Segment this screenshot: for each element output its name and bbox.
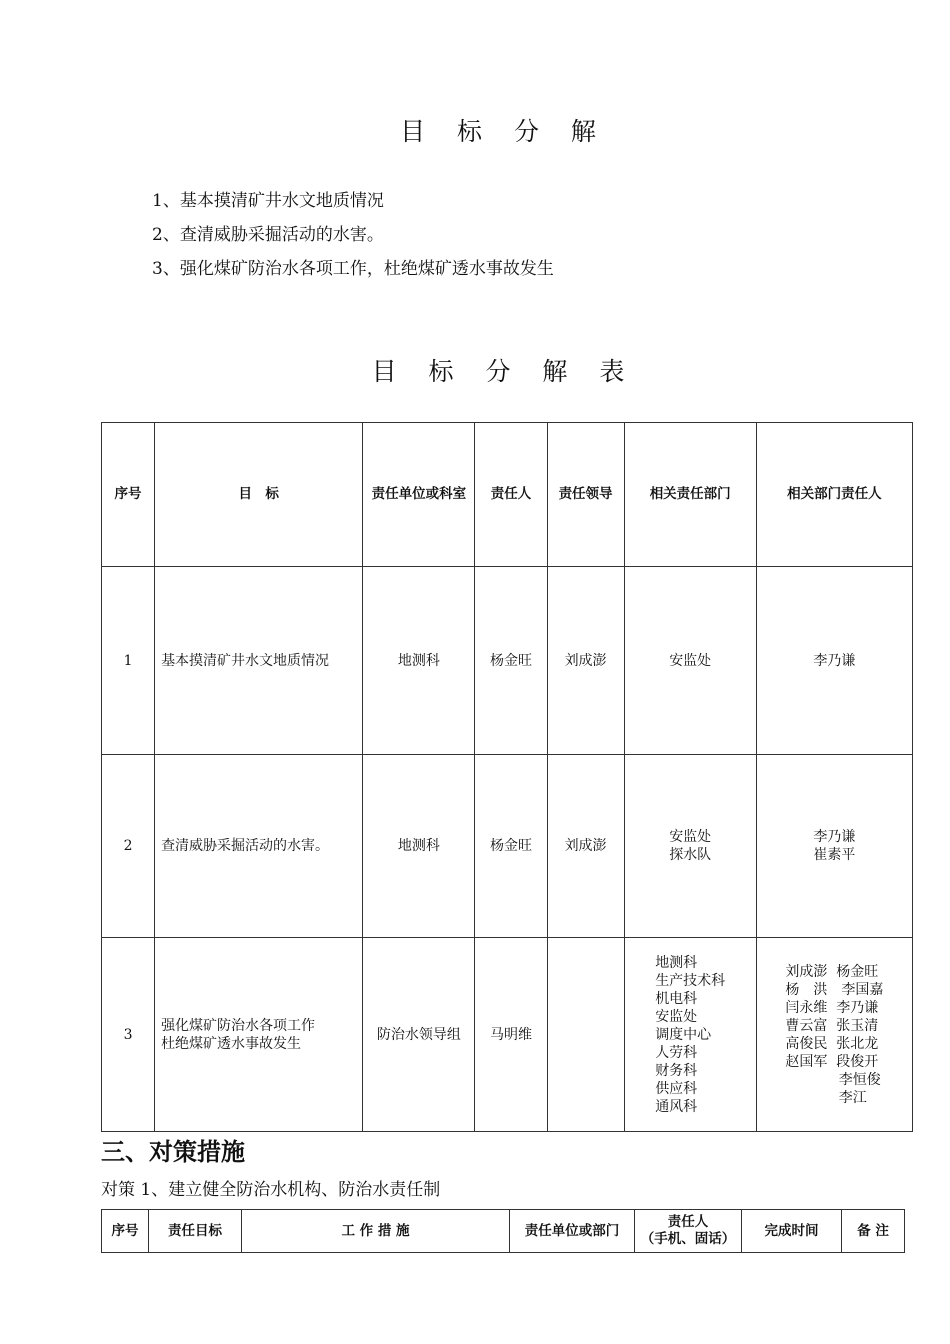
row-dept-persons <box>756 567 912 755</box>
row-dept-persons-text: 刘成澎 杨金旺 杨 洪 李国嘉 闫永维 李乃谦 曹云富 张玉清 高俊民 张北龙 赵国军 段俊开 李恒俊 李江 <box>785 963 884 1106</box>
header-cell <box>635 1210 742 1253</box>
row-depts-text: 安监处 探水队 <box>669 829 712 863</box>
header-cell: 责任目标 <box>149 1210 242 1253</box>
goal-item: 3、强化煤矿防治水各项工作，杜绝煤矿透水事故发生 <box>152 259 554 279</box>
table-row <box>102 938 913 1132</box>
row-dept-persons <box>756 755 912 938</box>
row-number: 1 <box>102 567 155 755</box>
goal-breakdown-table <box>101 422 913 1132</box>
row-goal: 基本摸清矿井水文地质情况 <box>155 567 363 755</box>
header-cell-text: 责任人 （手机、固话） <box>640 1214 736 1247</box>
page-heading: 目 标 分 解 <box>400 117 608 146</box>
table-header-row <box>102 1210 905 1253</box>
header-cell: 责任单位或科室 <box>363 423 475 567</box>
header-cell: 责任单位或部门 <box>510 1210 635 1253</box>
row-unit: 地测科 <box>363 755 475 938</box>
row-goal: 查清威胁采掘活动的水害。 <box>155 755 363 938</box>
row-depts-text: 地测科 生产技术科 机电科 安监处 调度中心 人劳科 财务科 供应科 通风科 <box>655 954 726 1115</box>
table-title: 目 标 分 解 表 <box>371 357 637 386</box>
row-leader: 刘成澎 <box>547 567 624 755</box>
measures-table <box>101 1209 905 1253</box>
row-depts <box>624 755 756 938</box>
header-cell: 目 标 <box>155 423 363 567</box>
row-depts-text: 安监处 <box>669 652 712 669</box>
table-row <box>102 567 913 755</box>
table-row <box>102 755 913 938</box>
section-title: 三、对策措施 <box>101 1138 245 1166</box>
row-goal <box>155 938 363 1132</box>
row-leader: 刘成澎 <box>547 755 624 938</box>
row-goal-text: 强化煤矿防治水各项工作 杜绝煤矿透水事故发生 <box>161 1017 316 1052</box>
header-cell: 序号 <box>102 1210 149 1253</box>
row-unit: 地测科 <box>363 567 475 755</box>
header-cell: 备 注 <box>842 1210 905 1253</box>
header-cell: 序号 <box>102 423 155 567</box>
row-person: 杨金旺 <box>475 567 547 755</box>
measure-title: 对策 1、建立健全防治水机构、防治水责任制 <box>101 1180 441 1200</box>
row-unit: 防治水领导组 <box>363 938 475 1132</box>
row-dept-persons-text: 李乃谦 崔素平 <box>813 829 856 863</box>
header-cell: 责任领导 <box>547 423 624 567</box>
row-number: 2 <box>102 755 155 938</box>
header-cell: 相关部门责任人 <box>756 423 912 567</box>
goal-item: 1、基本摸清矿井水文地质情况 <box>152 191 384 211</box>
header-cell: 完成时间 <box>742 1210 842 1253</box>
header-cell: 工 作 措 施 <box>242 1210 510 1253</box>
row-depts <box>624 567 756 755</box>
header-cell: 责任人 <box>475 423 547 567</box>
row-number: 3 <box>102 938 155 1132</box>
table-header-row <box>102 423 913 567</box>
row-depts <box>624 938 756 1132</box>
goals-list <box>152 188 554 290</box>
goal-item: 2、查清威胁采掘活动的水害。 <box>152 225 384 245</box>
row-person: 马明维 <box>475 938 547 1132</box>
row-leader <box>547 938 624 1132</box>
row-dept-persons-text: 李乃谦 <box>813 652 856 669</box>
row-dept-persons <box>756 938 912 1132</box>
header-cell: 相关责任部门 <box>624 423 756 567</box>
row-person: 杨金旺 <box>475 755 547 938</box>
